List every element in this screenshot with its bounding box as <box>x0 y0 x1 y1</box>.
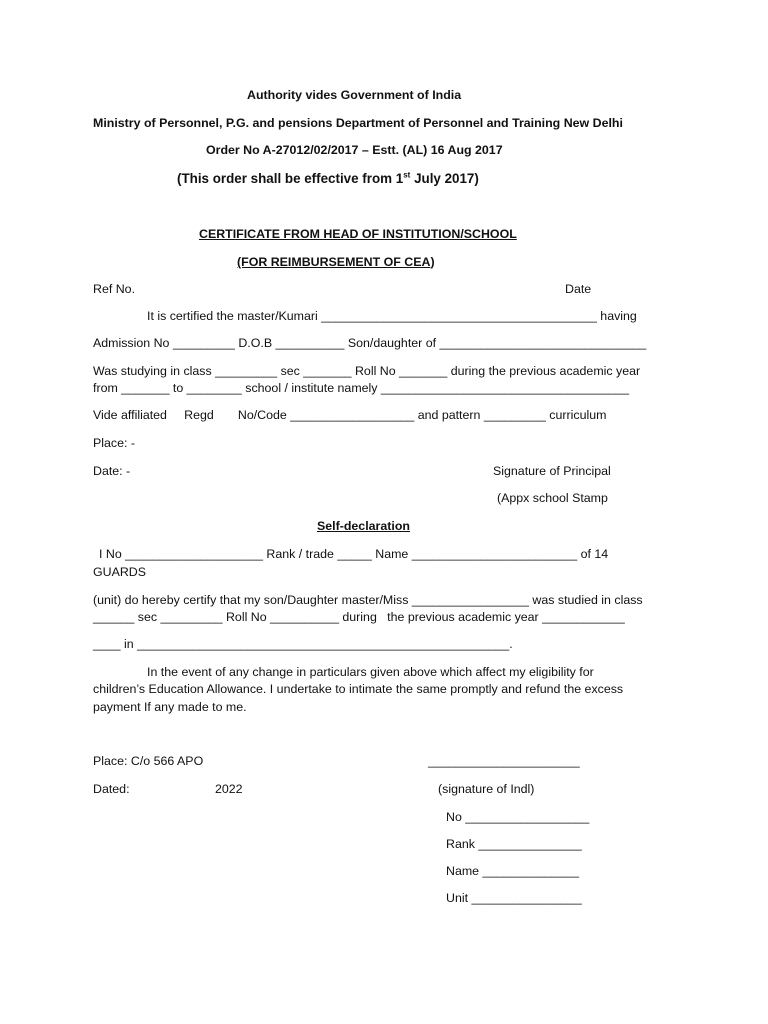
effective-text-post: July 2017) <box>410 171 479 186</box>
signature-line: ______________________ <box>428 754 580 768</box>
effective-text-pre: (This order shall be effective from 1 <box>177 171 404 186</box>
footer-no-field: No __________________ <box>446 810 590 824</box>
ref-no-label: Ref No. <box>93 282 136 296</box>
footer-unit-field: Unit ________________ <box>446 891 582 905</box>
declaration-line-1: I No ____________________ Rank / trade _____ Name ________________________ of 14 <box>99 547 609 561</box>
certificate-line-3: Was studying in class _________ sec _______ Roll No _______ during the previous academic year <box>93 364 641 378</box>
footer-place: Place: C/o 566 APO <box>93 754 204 768</box>
footer-rank-field: Rank _______________ <box>446 837 582 851</box>
certificate-line-1: It is certified the master/Kumari ________________________________________ having <box>147 309 637 323</box>
footer-dated-label: Dated: <box>93 782 130 796</box>
undertaking-line-3: payment If any made to me. <box>93 700 247 714</box>
certificate-subtitle <box>237 255 435 270</box>
certificate-subtitle-text: (FOR REIMBURSEMENT OF CEA <box>237 255 431 269</box>
date-row-label: Date: - <box>93 464 131 478</box>
footer-year: 2022 <box>215 782 243 796</box>
authority-heading: Authority vides Government of India <box>247 88 462 102</box>
signature-of-individual: (signature of Indl) <box>438 782 535 796</box>
ministry-heading: Ministry of Personnel, P.G. and pensions Department of Personnel and Training New Delhi <box>93 116 623 130</box>
certificate-line-2: Admission No _________ D.O.B __________ Son/daughter of ______________________________ <box>93 336 647 350</box>
school-stamp-label: (Appx school Stamp <box>497 491 608 505</box>
effective-date-note <box>177 171 479 186</box>
order-number: Order No A-27012/02/2017 – Estt. (AL) 16 Aug 2017 <box>206 143 503 157</box>
declaration-line-5: ____ in ______________________________________________________. <box>93 637 513 651</box>
certificate-line-5: Vide affiliated Regd No/Code __________________ and pattern _________ curriculum <box>93 408 607 422</box>
declaration-line-2: GUARDS <box>93 565 147 579</box>
self-declaration-title: Self-declaration <box>317 519 410 533</box>
certificate-title: CERTIFICATE FROM HEAD OF INSTITUTION/SCHOOL <box>199 227 517 241</box>
place-label: Place: - <box>93 436 136 450</box>
undertaking-line-1: In the event of any change in particulars given above which affect my eligibility for <box>147 665 594 679</box>
date-label: Date <box>565 282 592 296</box>
certificate-subtitle-close: ) <box>430 255 435 269</box>
footer-name-field: Name ______________ <box>446 864 579 878</box>
declaration-line-4: ______ sec _________ Roll No __________ during the previous academic year ____________ <box>93 610 625 624</box>
undertaking-line-2: children’s Education Allowance. I undertake to intimate the same promptly and refund the excess <box>93 682 624 696</box>
certificate-line-4: from _______ to ________ school / institute namely ____________________________________ <box>93 381 630 395</box>
effective-text-sup: st <box>403 170 411 180</box>
signature-of-principal: Signature of Principal <box>493 464 611 478</box>
declaration-line-3: (unit) do hereby certify that my son/Daughter master/Miss _________________ was studied in class <box>93 593 643 607</box>
